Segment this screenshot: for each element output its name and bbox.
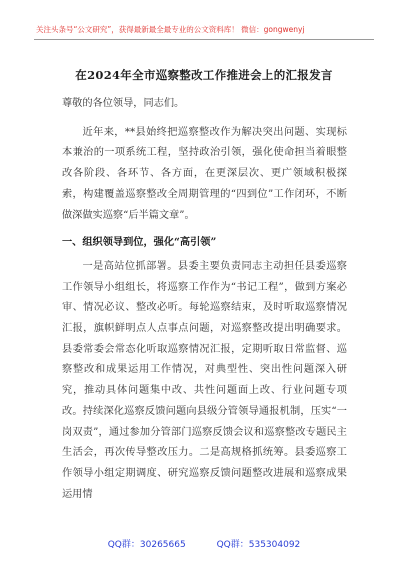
header-divider	[34, 39, 374, 40]
section-paragraph: 一是高站位抓部署。县委主要负责同志主动担任县委巡察工作领导小组组长，将巡察工作作为“书记工程”，做到方案必审、情况必议、整改必听。每轮巡察结束，及时听取巡察情况汇报，旗帜鲜明点人点事点问题，对巡察整改提出明确要求。县委常委会常态化听取巡察情况汇报，定期听取日常监督、巡察整改和成果运用工作情况，对典型性、突出性问题深入研究，推动具体问题集中改、共性问题面上改、行业问题专项改。持续深化巡察反馈问题向县级分管领导通报机制，压实“一岗双责”，通过参加分管部门巡察反馈会议和巡察整改专题民主生活会，再次传导整改压力。二是高规格抓统筹。县委巡察工作领导小组定期调度、研究巡察反馈问题整改进展和巡察成果运用情	[62, 260, 347, 500]
intro-paragraph: 近年来，**县始终把巡察整改作为解决突出问题、实现标本兼治的一项系统工程，坚持政治引领，强化使命担当着眼整改各阶段、各环节、各方面，在更深层次、更广领域积极探索，构建覆盖巡察整改全周期管理的“四到位”工作闭环，不断做深做实巡察“后半篇文章”。	[62, 126, 347, 221]
qq-group-1: QQ群：30265665	[107, 540, 186, 550]
spacer	[62, 115, 347, 123]
salutation: 尊敬的各位领导，同志们。	[62, 98, 185, 109]
document-title: 在2024年全市巡察整改工作推进会上的汇报发言	[75, 68, 333, 82]
footer-contact	[0, 537, 408, 550]
qq-group-2: QQ群：535304092	[216, 540, 301, 550]
header-note: 关注头条号“公文研究”，获得最新最全最专业的公文资料库！ 微信：gongwenyj	[36, 25, 305, 34]
section-heading: 一、组织领导到位，强化“高引领”	[62, 236, 217, 249]
document-body	[62, 94, 347, 505]
